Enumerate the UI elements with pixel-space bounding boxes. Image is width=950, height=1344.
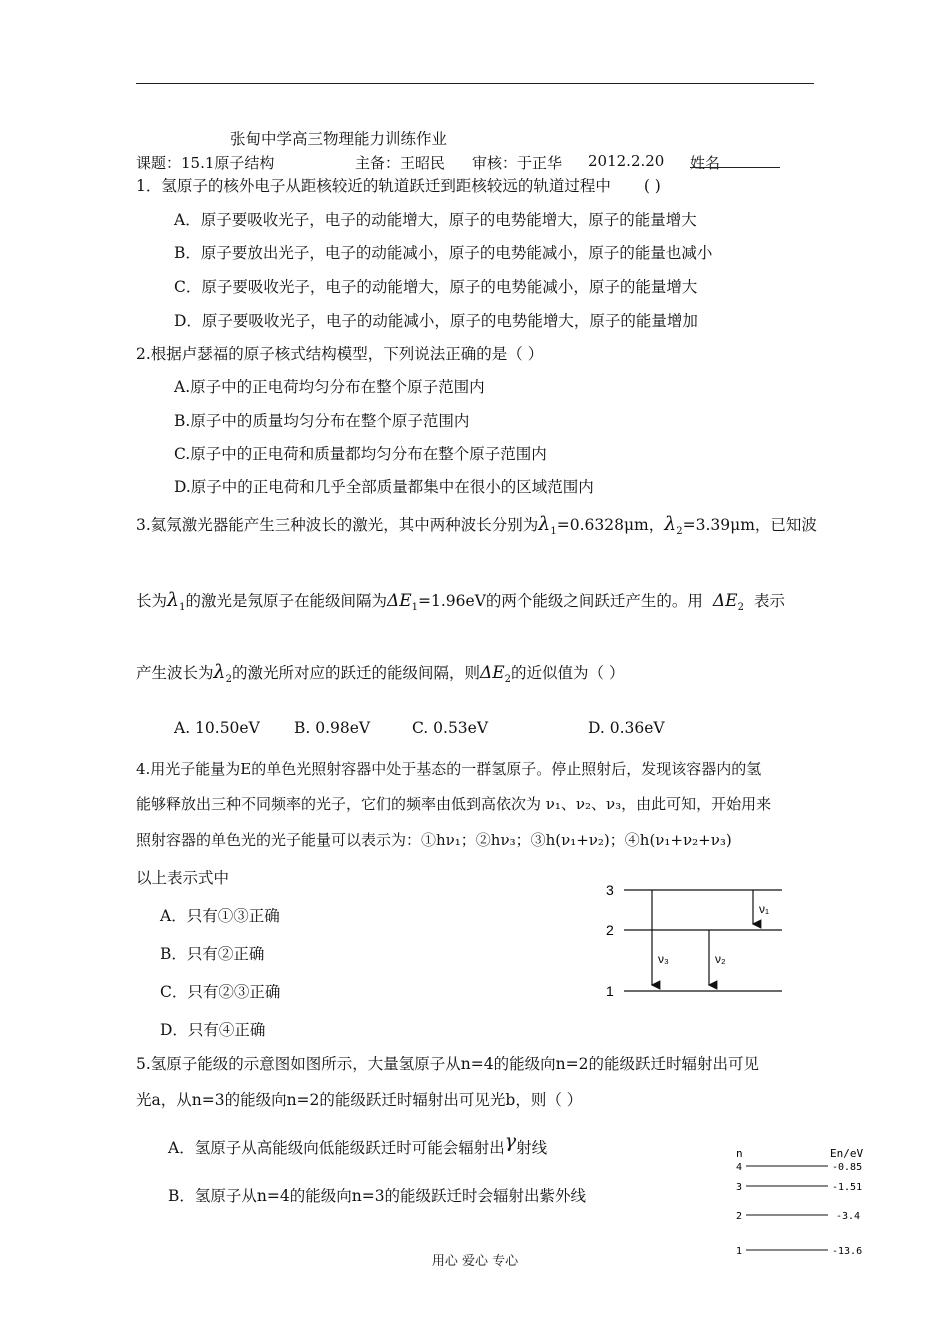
- q1-stem: [136, 176, 661, 196]
- delta-e1-symbol: ΔE: [386, 591, 412, 611]
- header-rule: [136, 83, 814, 84]
- q5-option-a: [168, 1130, 548, 1158]
- q3-line2-b: 的激光是氖原子在能级间隔为: [185, 592, 387, 610]
- q1-option-a: A．原子要吸收光子，电子的动能增大，原子的电势能增大，原子的能量增大: [174, 211, 697, 229]
- q4-energy-diagram: [600, 876, 790, 1000]
- delta-e1-subscript: 1: [411, 602, 419, 614]
- q1-stem-text: 1．氢原子的核外电子从距核较近的轨道跃迁到距核较远的轨道过程中: [136, 177, 611, 195]
- lambda2-subscript: 2: [676, 526, 683, 538]
- topic: 课题：15.1原子结构: [136, 154, 275, 172]
- q5-e2: -3.4: [836, 1211, 861, 1222]
- q3-line3-c: 的近似值为（ ）: [511, 664, 625, 682]
- delta-e2-subscript: 2: [737, 602, 744, 614]
- q3-line2-d: 表示: [753, 592, 785, 610]
- q5-line2: 光a，从n=3的能级向n=2的能级跃迁时辐射出可见光b，则（ ）: [136, 1091, 583, 1109]
- q5-n3: 3: [736, 1182, 743, 1193]
- delta-e2-symbol: ΔE: [712, 591, 738, 611]
- q1-option-c: C．原子要吸收光子，电子的动能增大，原子的电势能减小，原子的能量增大: [174, 278, 698, 296]
- q3-line1: [136, 514, 817, 542]
- q3-line2: [136, 590, 785, 618]
- q5-line1: 5.氢原子能级的示意图如图所示，大量氢原子从n=4的能级向n=2的能级跃迁时辐射出可见: [136, 1055, 759, 1073]
- q5-n1: 1: [736, 1246, 743, 1257]
- gamma-symbol: γ: [504, 1130, 517, 1152]
- en-header: En/eV: [830, 1147, 864, 1160]
- q4-line4: 以上表示式中: [136, 869, 230, 887]
- q5-e1: -13.6: [832, 1246, 863, 1257]
- q5-e4: -0.85: [832, 1162, 863, 1173]
- q3-line3-b: 的激光所对应的跃迁的能级间隔，则: [231, 664, 480, 682]
- q2-option-c: C.原子中的正电荷和质量都均匀分布在整个原子范围内: [174, 445, 547, 463]
- lambda2-symbol-2: λ: [213, 661, 226, 683]
- q4-line3: 照射容器的单色光的光子能量可以表示为：①hν₁；②hν₃；③h(ν₁+ν₂)；④h(ν₁+ν₂+ν₃): [136, 831, 732, 849]
- page-footer: 用心 爱心 专心: [431, 1254, 519, 1269]
- author: 主备：王昭民: [355, 154, 446, 172]
- q2-option-a: A.原子中的正电荷均匀分布在整个原子范围内: [174, 378, 485, 396]
- q3-line1-text: 3.氦氖激光器能产生三种波长的激光，其中两种波长分别为: [136, 516, 539, 534]
- q5-e3: -1.51: [832, 1182, 863, 1193]
- lambda2-value: =3.39μm，已知波: [682, 516, 817, 534]
- level-3-label: 3: [606, 882, 614, 898]
- q5-option-b: B．氢原子从n=4的能级向n=3的能级跃迁时会辐射出紫外线: [168, 1187, 587, 1205]
- q5-option-a-text: A．氢原子从高能级向低能级跃迁时可能会辐射出: [168, 1139, 505, 1157]
- q2-option-d: D.原子中的正电荷和几乎全部质量都集中在很小的区域范围内: [174, 478, 594, 496]
- name-blank: [690, 152, 780, 168]
- q4-line2: 能够释放出三种不同频率的光子，它们的频率由低到高依次为 ν₁、ν₂、ν₃，由此可知，开始用来: [136, 795, 772, 813]
- reviewer: 审核：于正华: [472, 154, 563, 172]
- delta-e2-subscript-2: 2: [504, 674, 512, 686]
- lambda1-subscript-2: 1: [179, 602, 186, 614]
- q5-option-a-tail: 射线: [516, 1139, 548, 1157]
- q1-option-b: B．原子要放出光子，电子的动能减小，原子的电势能减小，原子的能量也减小: [174, 244, 713, 262]
- lambda2-symbol: λ: [664, 513, 677, 535]
- level-2-label: 2: [606, 922, 614, 938]
- n-header: n: [736, 1147, 743, 1160]
- q4-option-c: C．只有②③正确: [160, 983, 281, 1001]
- name-label: 姓名: [690, 154, 721, 172]
- nu3-label: ν₃: [658, 952, 669, 966]
- q3-option-d: D. 0.36eV: [588, 719, 665, 737]
- lambda1-symbol: λ: [538, 513, 551, 535]
- q4-option-a: A．只有①③正确: [160, 907, 280, 925]
- q2-stem: 2.根据卢瑟福的原子核式结构模型，下列说法正确的是（ ）: [136, 345, 544, 363]
- q3-line3: [136, 662, 624, 690]
- q3-line2-a: 长为: [136, 592, 168, 610]
- q5-energy-diagram: [732, 1144, 882, 1260]
- lambda1-value: =0.6328μm，: [556, 516, 665, 534]
- q4-option-b: B．只有②正确: [160, 945, 265, 963]
- delta-e2-symbol-2: ΔE: [479, 663, 505, 683]
- page-title: 张甸中学高三物理能力训练作业: [230, 130, 448, 148]
- lambda2-subscript-2: 2: [225, 674, 232, 686]
- level-1-label: 1: [606, 983, 614, 999]
- q1-bracket: ( ): [643, 177, 661, 195]
- q4-line1: 4.用光子能量为E的单色光照射容器中处于基态的一群氢原子。停止照射后，发现该容器内的氢: [136, 760, 762, 778]
- date: 2012.2.20: [588, 152, 665, 170]
- nu1-label: ν₁: [759, 902, 770, 916]
- nu2-label: ν₂: [715, 952, 726, 966]
- q2-option-b: B.原子中的质量均匀分布在整个原子范围内: [174, 412, 470, 430]
- q3-line2-c: =1.96eV的两个能级之间跃迁产生的。用: [418, 592, 703, 610]
- q5-n2: 2: [736, 1211, 743, 1222]
- lambda1-symbol-2: λ: [167, 589, 180, 611]
- q1-option-d: D．原子要吸收光子，电子的动能减小，原子的电势能增大，原子的能量增加: [174, 312, 698, 330]
- q3-option-c: C. 0.53eV: [412, 719, 489, 737]
- q5-n4: 4: [736, 1162, 743, 1173]
- lambda1-subscript: 1: [550, 526, 557, 538]
- q3-line3-a: 产生波长为: [136, 664, 214, 682]
- q4-option-d: D．只有④正确: [160, 1021, 266, 1039]
- q3-option-b: B. 0.98eV: [294, 719, 371, 737]
- q3-option-a: A. 10.50eV: [174, 719, 260, 737]
